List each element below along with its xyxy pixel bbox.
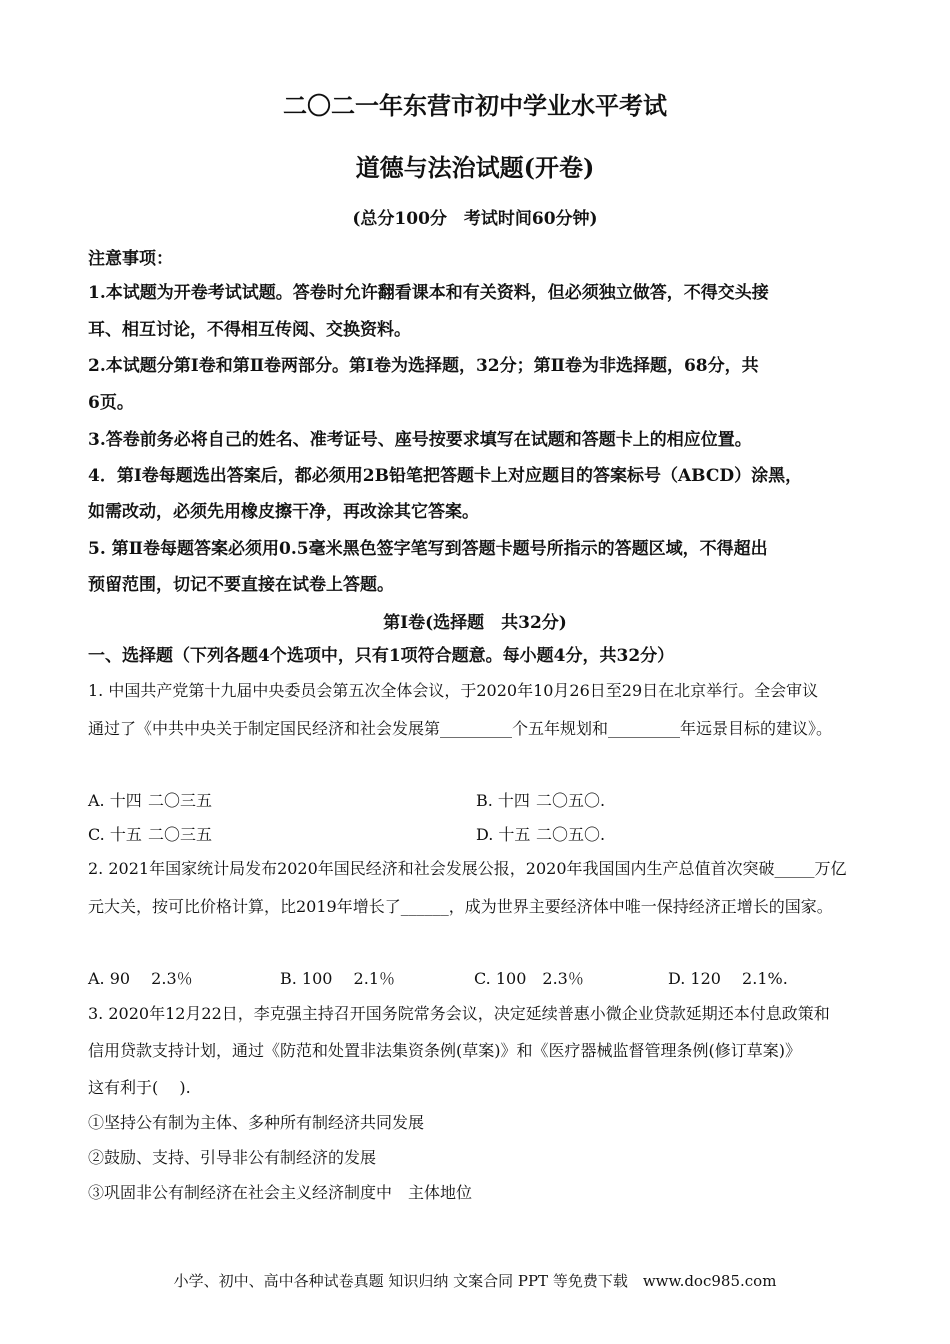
exam-subtitle: 道德与法治试题(开卷) xyxy=(355,153,595,182)
q1-option-d xyxy=(476,822,605,845)
section-heading: 一、选择题（下列各题4个选项中，只有1项符合题意。每小题4分，共32分） xyxy=(88,646,675,666)
notice-line-1: 1.本试题为开卷考试试题。答卷时允许翻看课本和有关资料，但必须独立做答，不得交头接 xyxy=(88,283,769,303)
q3-item-3: ③巩固非公有制经济在社会主义经济制度中 主体地位 xyxy=(88,1183,473,1202)
q1-option-a-value: 二〇三五 xyxy=(148,791,213,810)
q1-option-c-label: C. 十五 xyxy=(88,825,142,844)
exam-meta: (总分100分 考试时间60分钟) xyxy=(352,209,598,229)
notice-heading: 注意事项： xyxy=(88,249,173,269)
q2-option-a: A. 90 2.3％ xyxy=(88,969,193,988)
notice-line-2: 耳、相互讨论，不得相互传阅、交换资料。 xyxy=(88,320,411,340)
part1-heading: 第Ⅰ卷(选择题 共32分) xyxy=(383,613,567,633)
notice-line-5: 3.答卷前务必将自己的姓名、准考证号、座号按要求填写在试题和答题卡上的相应位置。 xyxy=(88,430,752,450)
q1-option-d-value: 二〇五〇. xyxy=(536,825,606,844)
q1-line-2: 通过了《中共中央关于制定国民经济和社会发展第_________个五年规划和_________年远景目标的建议》。 xyxy=(88,719,833,738)
q3-line-3: 这有利于( ). xyxy=(88,1078,191,1097)
notice-line-7: 如需改动，必须先用橡皮擦干净，再改涂其它答案。 xyxy=(88,502,479,522)
q2-option-d: D. 120 2.1%. xyxy=(668,969,788,988)
q3-line-2: 信用贷款支持计划，通过《防范和处置非法集资条例(草案)》和《医疗器械监督管理条例(修订草案)》 xyxy=(88,1041,801,1060)
q2-line-2: 元大关，按可比价格计算，比2019年增长了______，成为世界主要经济体中唯一保持经济正增长的国家。 xyxy=(88,897,833,916)
q2-option-c: C. 100 2.3％ xyxy=(474,969,584,988)
q1-line-1: 1. 中国共产党第十九届中央委员会第五次全体会议，于2020年10月26日至29日在北京举行。全会审议 xyxy=(88,681,819,700)
q3-item-2: ②鼓励、支持、引导非公有制经济的发展 xyxy=(88,1148,377,1167)
q2-line-1: 2. 2021年国家统计局发布2020年国民经济和社会发展公报，2020年我国国内生产总值首次突破_____万亿 xyxy=(88,859,847,878)
page-footer: 小学、初中、高中各种试卷真题 知识归纳 文案合同 PPT 等免费下载 www.doc985.com xyxy=(173,1272,777,1290)
q2-option-b: B. 100 2.1％ xyxy=(280,969,396,988)
q1-option-c-value: 二〇三五 xyxy=(148,825,213,844)
q1-option-a-label: A. 十四 xyxy=(88,791,142,810)
notice-line-9: 预留范围，切记不要直接在试卷上答题。 xyxy=(88,575,394,595)
notice-line-6: 4．第Ⅰ卷每题选出答案后，都必须用2B铅笔把答题卡上对应题目的答案标号（ABCD）涂黑， xyxy=(88,466,803,486)
q1-option-b-label: B. 十四 xyxy=(476,791,530,810)
exam-title: 二〇二一年东营市初中学业水平考试 xyxy=(283,91,667,120)
q3-line-1: 3. 2020年12月22日，李克强主持召开国务院常务会议，决定延续普惠小微企业贷款延期还本付息政策和 xyxy=(88,1004,830,1023)
notice-line-4: 6页。 xyxy=(88,393,134,413)
q1-option-b-value: 二〇五〇. xyxy=(536,791,606,810)
notice-line-3: 2.本试题分第Ⅰ卷和第Ⅱ卷两部分。第Ⅰ卷为选择题，32分；第Ⅱ卷为非选择题，68分，共 xyxy=(88,356,759,376)
q1-option-a xyxy=(88,788,212,811)
notice-line-8: 5. 第Ⅱ卷每题答案必须用0.5毫米黑色签字笔写到答题卡题号所指示的答题区域，不得超出 xyxy=(88,539,768,559)
q1-option-b xyxy=(476,788,605,811)
q1-option-d-label: D. 十五 xyxy=(476,825,531,844)
q1-option-c xyxy=(88,822,212,845)
q3-item-1: ①坚持公有制为主体、多种所有制经济共同发展 xyxy=(88,1113,425,1132)
